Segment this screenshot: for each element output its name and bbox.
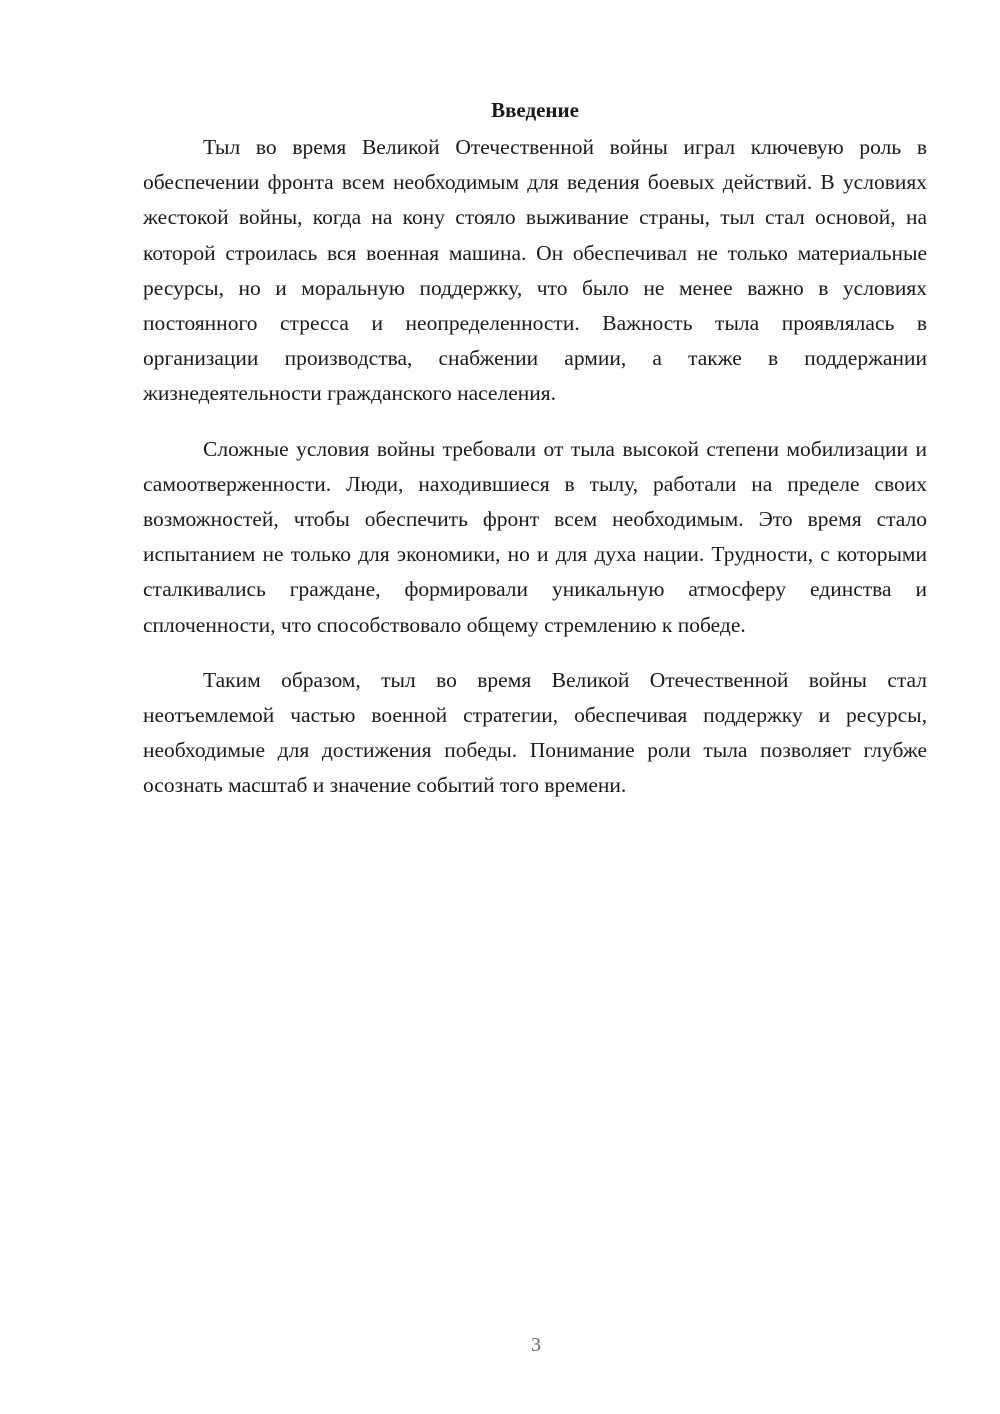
page-number: 3 [531, 1334, 541, 1356]
paragraph-2: Сложные условия войны требовали от тыла высокой степени мобилизации и самоотверженности. Люди, находившиеся в тылу, работали на пределе своих возможностей, чтобы обеспечить фронт всем необходимым. Это время стало испытанием не только для экономики, но и для духа нации. Трудности, с которыми сталкивались граждане, формировали уникальную атмосферу единства и сплоченности, что способствовало общему стремлению к победе. [143, 436, 927, 637]
paragraph-1: Тыл во время Великой Отечественной войны играл ключевую роль в обеспечении фронта всем необходимым для ведения боевых действий. В условиях жестокой войны, когда на кону стояло выживание страны, тыл стал основой, на которой строилась вся военная машина. Он обеспечивал не только материальные ресурсы, но и моральную поддержку, что было не менее важно в условиях постоянного стресса и неопределенности. Важность тыла проявлялась в организации производства, снабжении армии, а также в поддержании жизнедеятельности гражданского населения. [143, 135, 927, 406]
section-heading: Введение [491, 98, 579, 122]
paragraph-3: Таким образом, тыл во время Великой Отечественной войны стал неотъемлемой частью военной стратегии, обеспечивая поддержку и ресурсы, необходимые для достижения победы. Понимание роли тыла позволяет глубже осознать масштаб и значение событий того времени. [143, 667, 927, 798]
page-content [143, 92, 927, 824]
